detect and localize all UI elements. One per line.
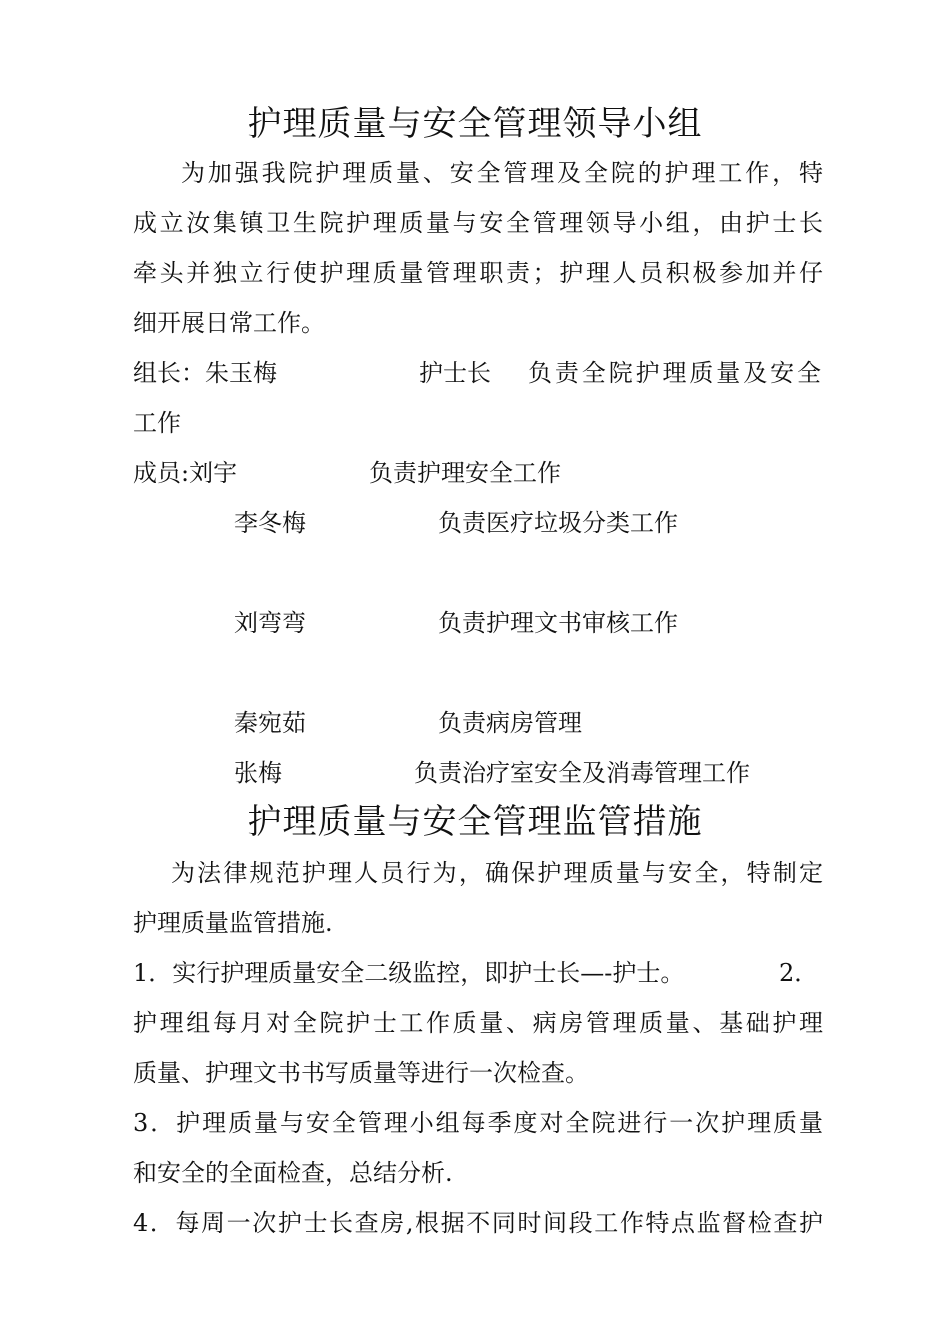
leader-duty-continued: 工作	[133, 409, 181, 437]
member-duty: 负责治疗室安全及消毒管理工作	[414, 759, 750, 787]
leader-title: 护士长	[419, 359, 491, 387]
section2-intro-line-2: 护理质量监管措施.	[133, 909, 333, 937]
section1-title: 护理质量与安全管理领导小组	[247, 104, 703, 144]
measure-item-2-line-2: 质量、护理文书书写质量等进行一次检查。	[133, 1059, 589, 1087]
measure-item-2-number: 2．	[779, 959, 819, 987]
member-name: 刘弯弯	[234, 609, 306, 637]
member-name: 李冬梅	[234, 509, 306, 537]
section2-title: 护理质量与安全管理监管措施	[247, 802, 703, 842]
member-duty: 负责护理安全工作	[369, 459, 561, 487]
measure-item-3-line-2: 和安全的全面检查，总结分析.	[133, 1159, 453, 1187]
member-name: 秦宛茹	[234, 709, 306, 737]
measure-item-3-line-1: 3．护理质量与安全管理小组每季度对全院进行一次护理质量	[133, 1109, 823, 1137]
member-name: 成员:刘宇	[133, 459, 238, 487]
section1-intro-line-1: 为加强我院护理质量、安全管理及全院的护理工作，特	[181, 159, 823, 187]
member-duty: 负责病房管理	[438, 709, 582, 737]
section2-intro-line-1: 为法律规范护理人员行为，确保护理质量与安全，特制定	[171, 859, 823, 887]
member-duty: 负责医疗垃圾分类工作	[438, 509, 678, 537]
measure-item-1: 1．实行护理质量安全二级监控，即护士长—-护士。	[133, 959, 685, 987]
section1-intro-line-2: 成立汝集镇卫生院护理质量与安全管理领导小组，由护士长	[133, 209, 823, 237]
section1-intro-line-4: 细开展日常工作。	[133, 309, 325, 337]
measure-item-2-line-1: 护理组每月对全院护士工作质量、病房管理质量、基础护理	[133, 1009, 823, 1037]
measure-item-4-line-1: 4．每周一次护士长查房,根据不同时间段工作特点监督检查护	[133, 1209, 823, 1237]
section1-intro-line-3: 牵头并独立行使护理质量管理职责；护理人员积极参加并仔	[133, 259, 823, 287]
member-name: 张梅	[234, 759, 282, 787]
leader-label: 组长：朱玉梅	[133, 359, 277, 387]
leader-duty: 负责全院护理质量及安全	[528, 359, 821, 387]
member-duty: 负责护理文书审核工作	[438, 609, 678, 637]
